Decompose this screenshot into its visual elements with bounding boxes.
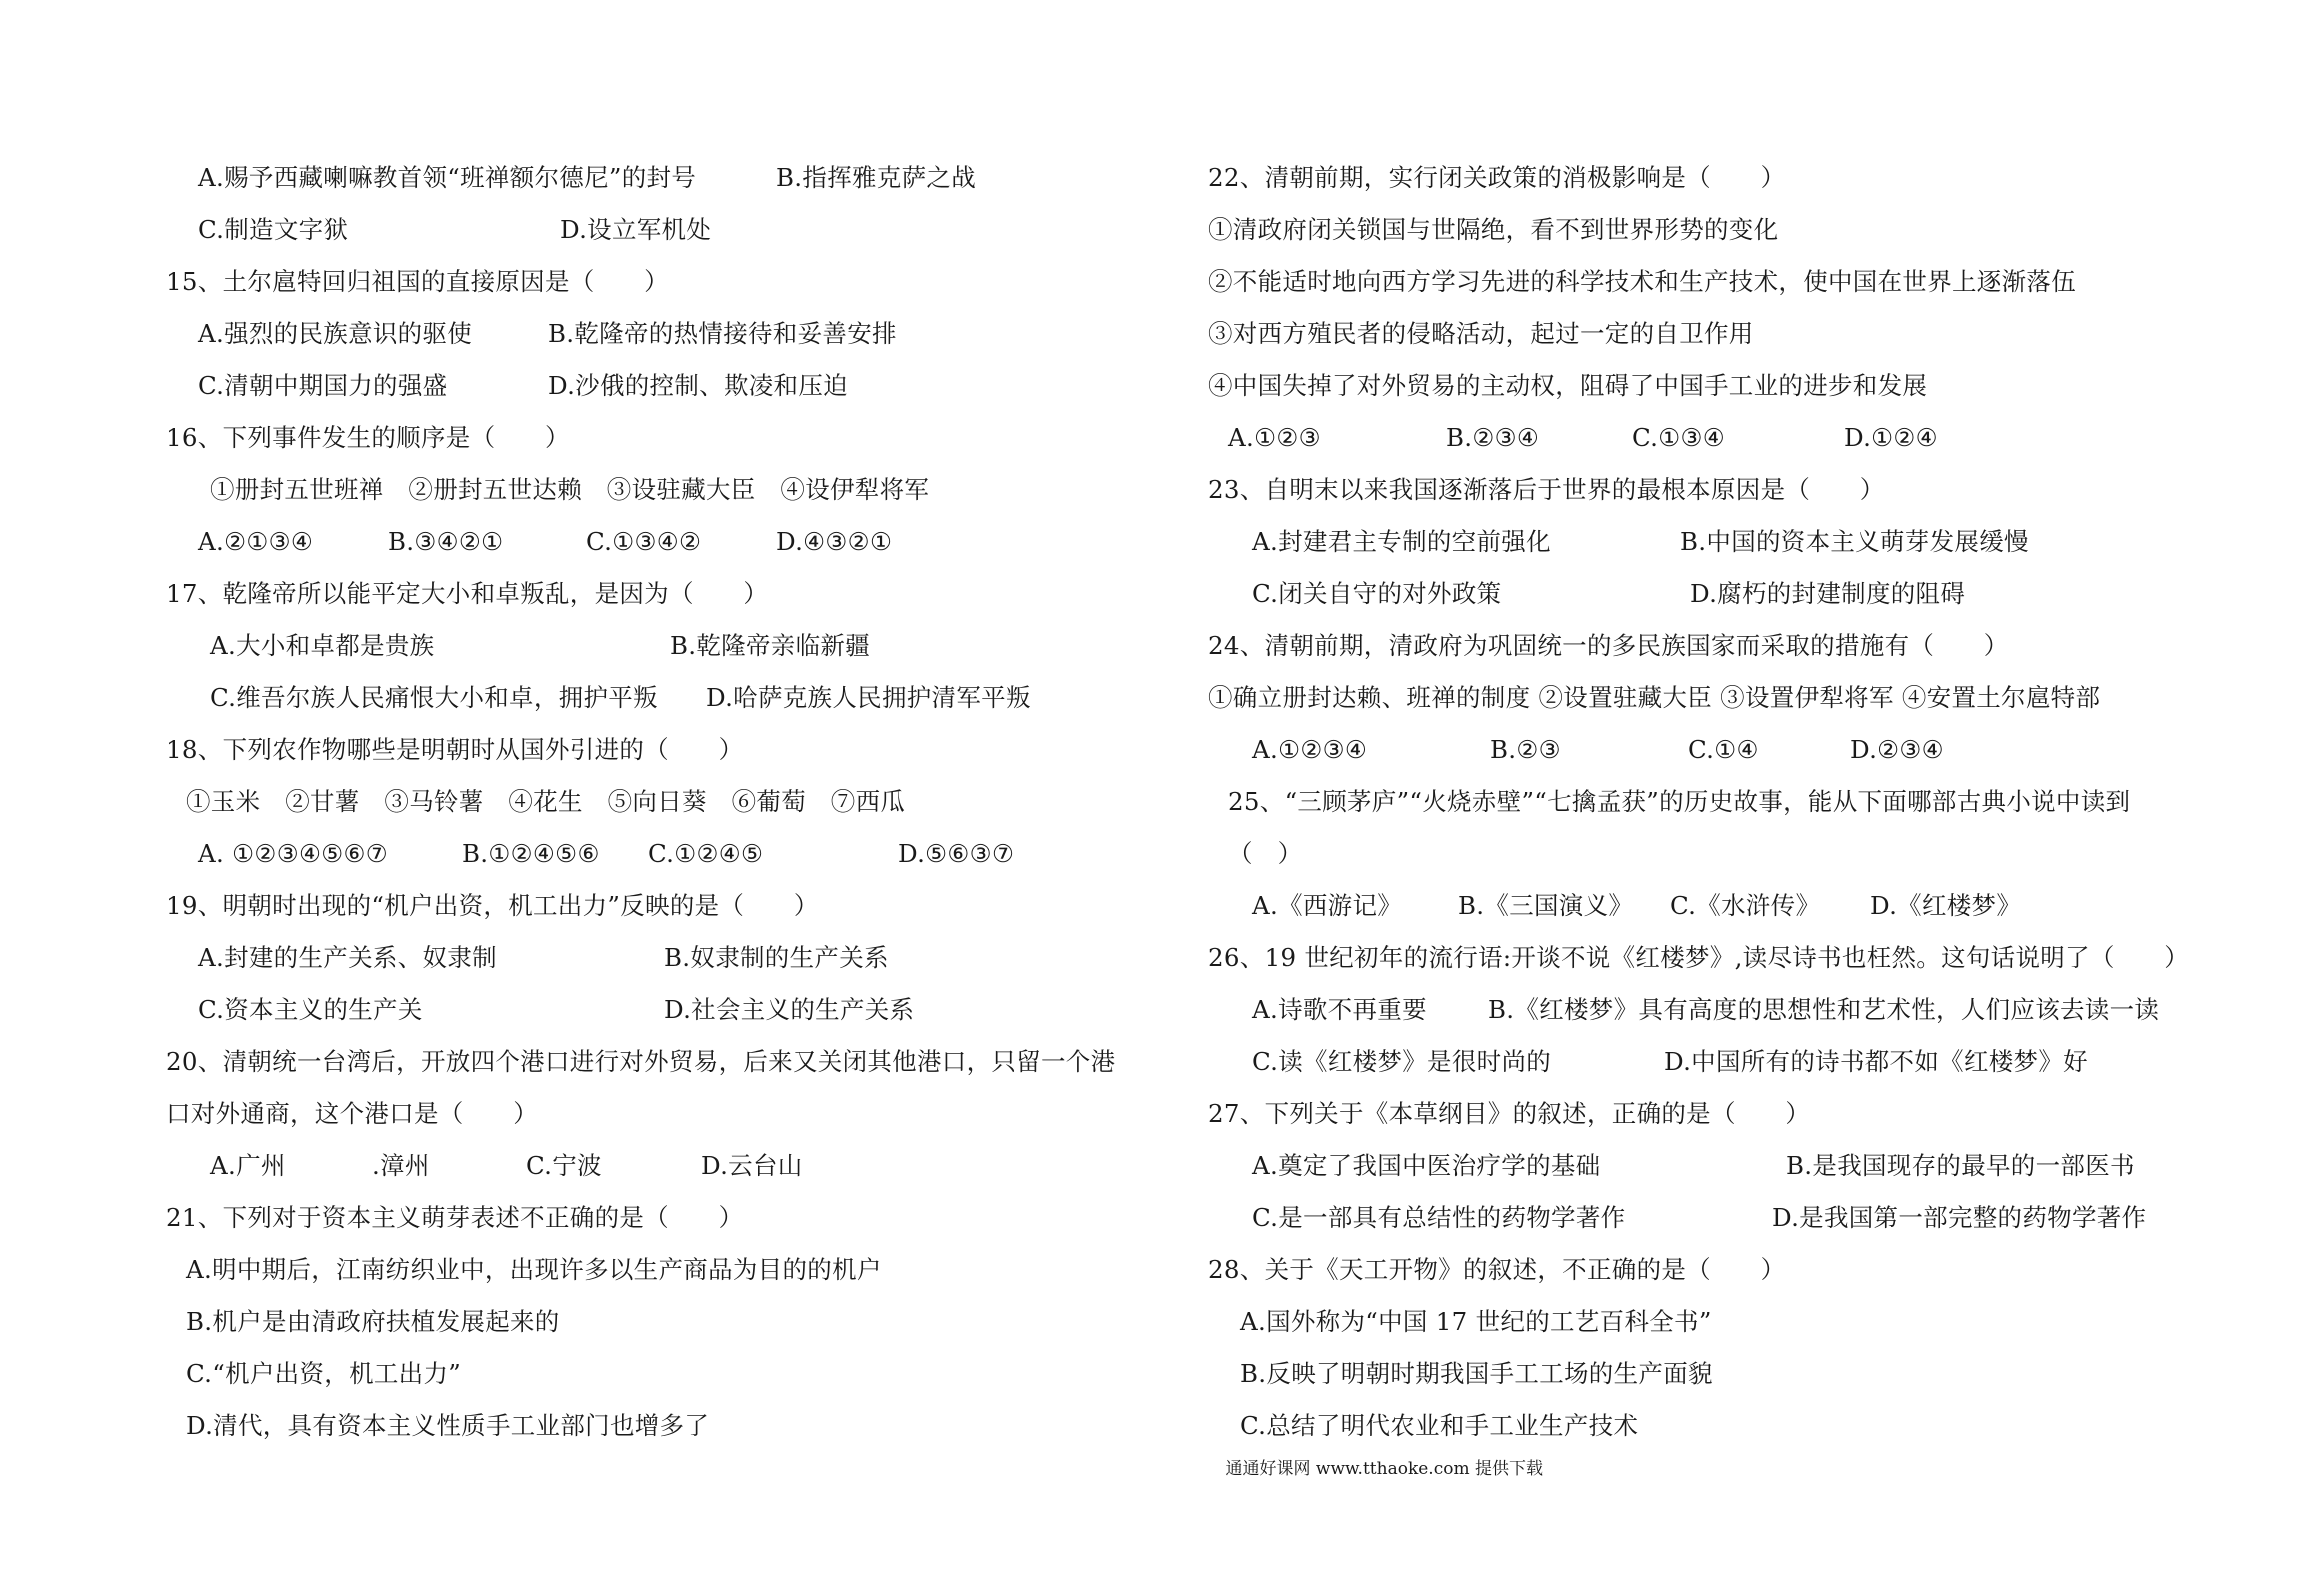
right-column-line (1208, 828, 2218, 880)
answer-option: B.反映了明朝时期我国手工工场的生产面貌 (1240, 1359, 1713, 1388)
right-column-line (1208, 932, 2218, 984)
answer-option: C.总结了明代农业和手工业生产技术 (1240, 1411, 1639, 1440)
answer-option: D.是我国第一部完整的药物学著作 (1772, 1203, 2147, 1232)
answer-option: B.③④②① (388, 527, 504, 556)
answer-option: B.奴隶制的生产关系 (664, 943, 889, 972)
answer-option: A.①②③ (1228, 423, 1321, 452)
text-segment: 26、19 世纪初年的流行语:开谈不说《红楼梦》,读尽诗书也枉然。这句话说明了（ ） (1208, 943, 2190, 972)
left-column-line (166, 204, 1126, 256)
left-column-line (166, 828, 1126, 880)
answer-option: B.乾隆帝的热情接待和妥善安排 (548, 319, 897, 348)
right-column-line (1208, 516, 2218, 568)
right-column-line (1208, 1088, 2218, 1140)
text-segment: 18、下列农作物哪些是明朝时从国外引进的（ ） (166, 735, 744, 764)
right-column-line (1208, 880, 2218, 932)
answer-option: A. ①②③④⑤⑥⑦ (198, 839, 389, 868)
text-segment: 17、乾隆帝所以能平定大小和卓叛乱，是因为（ ） (166, 579, 769, 608)
text-segment: 20、清朝统一台湾后，开放四个港口进行对外贸易，后来又关闭其他港口，只留一个港 (166, 1047, 1116, 1076)
text-segment: ④中国失掉了对外贸易的主动权，阻碍了中国手工业的进步和发展 (1208, 371, 1928, 400)
left-column-line (166, 776, 1126, 828)
answer-option: D.②③④ (1850, 735, 1944, 764)
answer-option: B.指挥雅克萨之战 (776, 163, 976, 192)
right-column-line (1208, 1244, 2218, 1296)
right-column-line (1208, 672, 2218, 724)
answer-option: D.④③②① (776, 527, 893, 556)
answer-option: C.①②④⑤ (648, 839, 764, 868)
left-column-line (166, 1036, 1126, 1088)
left-column-line (166, 152, 1126, 204)
answer-option: A.赐予西藏喇嘛教首领“班禅额尔德尼”的封号 (198, 163, 697, 192)
answer-option: A.①②③④ (1252, 735, 1368, 764)
right-column-line (1208, 360, 2218, 412)
answer-option: C.①③④ (1632, 423, 1726, 452)
left-column-line (166, 464, 1126, 516)
left-column-line (166, 620, 1126, 672)
answer-option: B.中国的资本主义萌芽发展缓慢 (1680, 527, 2029, 556)
left-column-line (166, 1296, 1126, 1348)
left-column-line (166, 1348, 1126, 1400)
right-column-line (1208, 620, 2218, 672)
text-segment: 16、下列事件发生的顺序是（ ） (166, 423, 570, 452)
answer-option: D.中国所有的诗书都不如《红楼梦》好 (1664, 1047, 2088, 1076)
left-column-line (166, 1244, 1126, 1296)
text-segment: 24、清朝前期，清政府为巩固统一的多民族国家而采取的措施有（ ） (1208, 631, 2009, 660)
text-segment: ①清政府闭关锁国与世隔绝，看不到世界形势的变化 (1208, 215, 1779, 244)
answer-option: D.设立军机处 (560, 215, 712, 244)
left-column-line (166, 1192, 1126, 1244)
text-segment: 23、自明末以来我国逐渐落后于世界的最根本原因是（ ） (1208, 475, 1885, 504)
text-segment: 28、关于《天工开物》的叙述，不正确的是（ ） (1208, 1255, 1786, 1284)
right-column-line (1208, 204, 2218, 256)
right-column (1208, 152, 2218, 1452)
text-segment: 25、“三顾茅庐”“火烧赤壁”“七擒孟获”的历史故事，能从下面哪部古典小说中读到 (1228, 787, 2131, 816)
text-segment: ③对西方殖民者的侵略活动，起过一定的自卫作用 (1208, 319, 1754, 348)
right-column-line (1208, 984, 2218, 1036)
left-column-line (166, 932, 1126, 984)
right-column-line (1208, 776, 2218, 828)
answer-option: B.乾隆帝亲临新疆 (670, 631, 870, 660)
left-column-line (166, 360, 1126, 412)
answer-option: A.封建君主专制的空前强化 (1252, 527, 1551, 556)
left-column-line (166, 516, 1126, 568)
answer-option: C.《水浒传》 (1670, 891, 1821, 920)
left-column-line (166, 672, 1126, 724)
answer-option: B.《三国演义》 (1458, 891, 1634, 920)
answer-option: D.①②④ (1844, 423, 1938, 452)
answer-option: D.清代，具有资本主义性质手工业部门也增多了 (186, 1411, 710, 1440)
right-column-line (1208, 1348, 2218, 1400)
answer-option: D.沙俄的控制、欺凌和压迫 (548, 371, 848, 400)
answer-option: C.是一部具有总结性的药物学著作 (1252, 1203, 1626, 1232)
left-column-line (166, 308, 1126, 360)
answer-option: C.①③④② (586, 527, 702, 556)
text-segment: ①确立册封达赖、班禅的制度 ②设置驻藏大臣 ③设置伊犁将军 ④安置土尔扈特部 (1208, 683, 2101, 712)
answer-option: C.清朝中期国力的强盛 (198, 371, 448, 400)
answer-option: B.《红楼梦》具有高度的思想性和艺术性，人们应该去读一读 (1488, 995, 2160, 1024)
text-segment: 21、下列对于资本主义萌芽表述不正确的是（ ） (166, 1203, 744, 1232)
answer-option: C.制造文字狱 (198, 215, 349, 244)
text-segment: ②不能适时地向西方学习先进的科学技术和生产技术，使中国在世界上逐渐落伍 (1208, 267, 2076, 296)
right-column-line (1208, 1400, 2218, 1452)
left-column (166, 152, 1126, 1452)
footer-source-text: 通通好课网 www.tthaoke.com 提供下载 (1225, 1459, 1543, 1479)
text-segment: 27、下列关于《本草纲目》的叙述，正确的是（ ） (1208, 1099, 1811, 1128)
left-column-line (166, 568, 1126, 620)
answer-option: D.云台山 (701, 1151, 803, 1180)
answer-option: C.①④ (1688, 735, 1759, 764)
text-segment: .漳州 (372, 1151, 430, 1180)
answer-option: A.奠定了我国中医治疗学的基础 (1252, 1151, 1601, 1180)
answer-option: D.哈萨克族人民拥护清军平叛 (706, 683, 1031, 712)
answer-option: C.维吾尔族人民痛恨大小和卓，拥护平叛 (210, 683, 658, 712)
left-column-line (166, 984, 1126, 1036)
right-column-line (1208, 568, 2218, 620)
right-column-line (1208, 1140, 2218, 1192)
answer-option: A.大小和卓都是贵族 (210, 631, 435, 660)
answer-option: D.⑤⑥③⑦ (898, 839, 1015, 868)
text-segment: （ ） (1228, 839, 1303, 868)
right-column-line (1208, 308, 2218, 360)
answer-option: C.资本主义的生产关 (198, 995, 423, 1024)
left-column-line (166, 256, 1126, 308)
right-column-line (1208, 152, 2218, 204)
text-segment: ①册封五世班禅 ②册封五世达赖 ③设驻藏大臣 ④设伊犁将军 (210, 475, 930, 504)
answer-option: B.②③ (1490, 735, 1561, 764)
left-column-line (166, 1400, 1126, 1452)
text-segment: 口对外通商，这个港口是（ ） (166, 1099, 538, 1128)
text-segment: ①玉米 ②甘薯 ③马铃薯 ④花生 ⑤向日葵 ⑥葡萄 ⑦西瓜 (186, 787, 906, 816)
left-column-line (166, 724, 1126, 776)
right-column-line (1208, 1036, 2218, 1088)
answer-option: B.机户是由清政府扶植发展起来的 (186, 1307, 560, 1336)
text-segment: 22、清朝前期，实行闭关政策的消极影响是（ ） (1208, 163, 1786, 192)
right-column-line (1208, 724, 2218, 776)
answer-option: B.①②④⑤⑥ (462, 839, 600, 868)
left-column-line (166, 1088, 1126, 1140)
right-column-line (1208, 1296, 2218, 1348)
answer-option: C.“机户出资，机工出力” (186, 1359, 462, 1388)
left-column-line (166, 1140, 1126, 1192)
left-column-line (166, 880, 1126, 932)
answer-option: C.读《红楼梦》是很时尚的 (1252, 1047, 1552, 1076)
answer-option: A.国外称为“中国 17 世纪的工艺百科全书” (1240, 1307, 1712, 1336)
answer-option: A.诗歌不再重要 (1252, 995, 1427, 1024)
left-column-line (166, 412, 1126, 464)
answer-option: B.是我国现存的最早的一部医书 (1786, 1151, 2135, 1180)
answer-option: A.封建的生产关系、奴隶制 (198, 943, 497, 972)
answer-option: B.②③④ (1446, 423, 1540, 452)
answer-option: D.腐朽的封建制度的阻碍 (1690, 579, 1966, 608)
right-column-line (1208, 1192, 2218, 1244)
answer-option: A.《西游记》 (1252, 891, 1403, 920)
right-column-line (1208, 256, 2218, 308)
answer-option: C.宁波 (526, 1151, 602, 1180)
answer-option: D.《红楼梦》 (1870, 891, 2022, 920)
answer-option: C.闭关自守的对外政策 (1252, 579, 1502, 608)
right-column-line (1208, 412, 2218, 464)
text-segment: 15、土尔扈特回归祖国的直接原因是（ ） (166, 267, 669, 296)
answer-option: A.②①③④ (198, 527, 314, 556)
answer-option: A.明中期后，江南纺织业中，出现许多以生产商品为目的的机户 (186, 1255, 882, 1284)
right-column-line (1208, 464, 2218, 516)
answer-option: A.广州 (210, 1151, 286, 1180)
answer-option: A.强烈的民族意识的驱使 (198, 319, 473, 348)
answer-option: D.社会主义的生产关系 (664, 995, 915, 1024)
text-segment: 19、明朝时出现的“机户出资，机工出力”反映的是（ ） (166, 891, 819, 920)
